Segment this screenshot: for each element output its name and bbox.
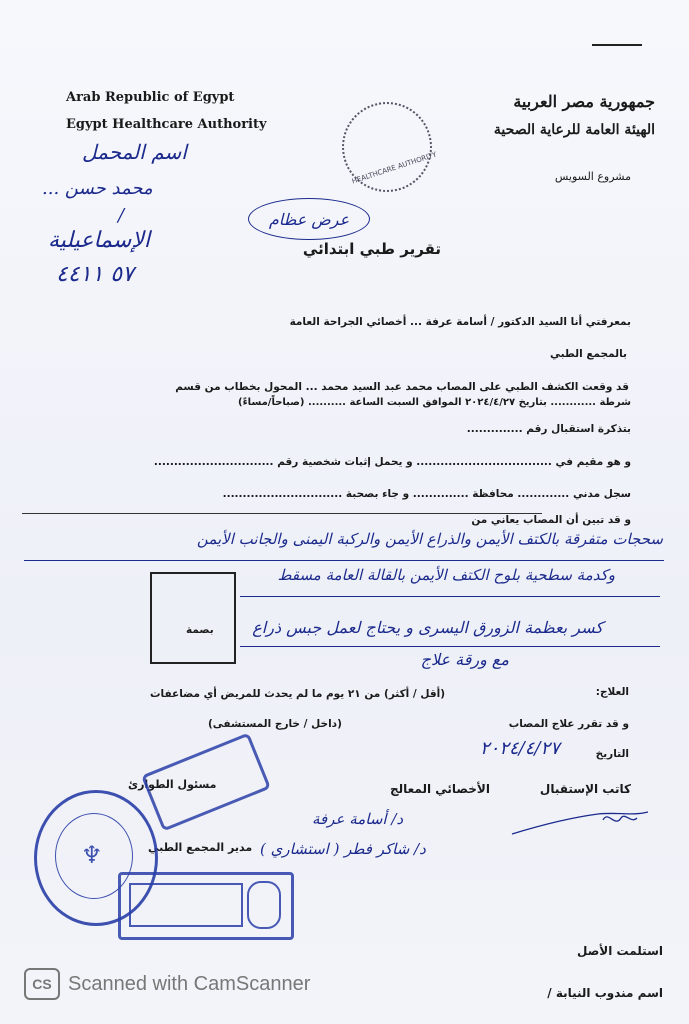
diagnosis-underline-3: [240, 646, 660, 647]
received-label: استلمت الأصل: [577, 944, 663, 958]
camscanner-text: Scanned with CamScanner: [68, 972, 311, 995]
sig-clerk-label: كاتب الإستقبال: [539, 782, 631, 796]
header-country: Arab Republic of Egypt: [66, 90, 235, 105]
line-civil: سجل مدني ............. محافظة .............. و جاء بصحبة ..............................: [222, 488, 631, 500]
header-ar-project: مشروع السويس: [554, 170, 631, 183]
diagnosis-underline-2: [240, 596, 660, 597]
date-value: ٢٠٢٤/٤/٢٧: [480, 738, 560, 759]
rect-stamp-2-inner: [129, 883, 243, 927]
rect-stamp-1: [141, 732, 271, 831]
treatment-label: العلاج:: [595, 686, 629, 698]
rect-stamp-2-logo-icon: [247, 881, 281, 929]
hw-left-4: الإسماعيلية: [48, 228, 150, 253]
prosecutor-label: اسم مندوب النيابة /: [547, 986, 663, 1000]
stamp-top-text: HEALTHCARE AUTHORITY: [350, 150, 438, 186]
hw-title-note: [248, 198, 370, 240]
diagnosis-line-1: سحجات متفرقة بالكتف الأيمن والذراع الأيمن والركبة اليمنى والجانب الأيمن: [196, 530, 663, 548]
diagnosis-underline-1: [24, 560, 664, 561]
rule-1: [22, 513, 542, 514]
diagnosis-line-3: كسر بعظمة الزورق اليسرى و يحتاج لعمل جبس ذراع: [252, 618, 603, 637]
line-doctor: بمعرفتي أنا السيد الدكتور / أسامة عرفة ... أخصائي الجراحة العامة: [289, 316, 631, 328]
days-text: (أقل / أكثر) من ٢١ يوم ما لم يحدث للمريض أي مضاعفات: [150, 688, 446, 700]
sig-er-label: مسئول الطوارئ: [128, 778, 217, 791]
hw-title-note-text: عرض عظام: [268, 209, 350, 229]
fingerprint-label: بصمة: [186, 624, 214, 636]
header-ar-country: جمهورية مصر العربية: [513, 92, 655, 111]
line-complex: بالمجمع الطبي: [550, 348, 627, 360]
sig-specialist-label: الأخصائي المعالج: [390, 782, 490, 796]
clerk-signature: [508, 800, 658, 840]
decision-label: و قد تقرر علاج المصاب: [508, 718, 629, 730]
diagnosis-line-4: مع ورقة علاج: [420, 650, 509, 669]
line-suffers: و قد تبين أن المصاب يعاني من: [471, 514, 631, 526]
rect-stamp-2: [118, 872, 294, 940]
top-dash: [592, 44, 642, 46]
hw-left-2: محمد حسن ...: [42, 178, 153, 199]
sig-specialist-name-1: د/ أسامة عرفة: [312, 810, 404, 828]
round-stamp-top: [342, 102, 438, 192]
seal-eagle-icon: ♆: [81, 841, 103, 869]
page-title: تقرير طبي ابتدائي: [302, 240, 441, 258]
line-residence: و هو مقيم في .................................. و يحمل إثبات شخصية رقم ..............................: [153, 456, 631, 468]
inout-text: (داخل / خارج المستشفى): [208, 718, 342, 730]
camscanner-watermark: [24, 968, 310, 1000]
hw-left-3: /: [118, 205, 125, 226]
line-police: شرطة ............ بتاريخ ٢٠٢٤/٤/٢٧ الموافق السبت الساعة .......... (صباحاً/مساءً): [238, 397, 631, 408]
fingerprint-box: [150, 572, 236, 664]
line-ticket: بتذكرة استقبال رقم ..............: [466, 423, 631, 435]
sig-director-label: مدير المجمع الطبي: [148, 841, 253, 854]
hw-left-5: ٥٧ ٤٤١١: [56, 262, 134, 287]
sig-specialist-name-2: د/ شاكر فطر ( استشاري ): [260, 840, 426, 858]
header-ar-authority: الهيئة العامة للرعاية الصحية: [493, 122, 655, 138]
hw-left-1: اسم المحمل: [82, 140, 187, 164]
header-authority: Egypt Healthcare Authority: [66, 117, 267, 132]
date-label: التاريخ: [595, 748, 629, 760]
camscanner-logo-icon: CS: [24, 968, 60, 1000]
line-exam: قد وقعت الكشف الطبي على المصاب محمد عبد السيد محمد ... المحول بخطاب من قسم: [175, 381, 629, 393]
diagnosis-line-2: وكدمة سطحية بلوح الكتف الأيمن بالقالة العامة مسقط: [277, 566, 615, 584]
